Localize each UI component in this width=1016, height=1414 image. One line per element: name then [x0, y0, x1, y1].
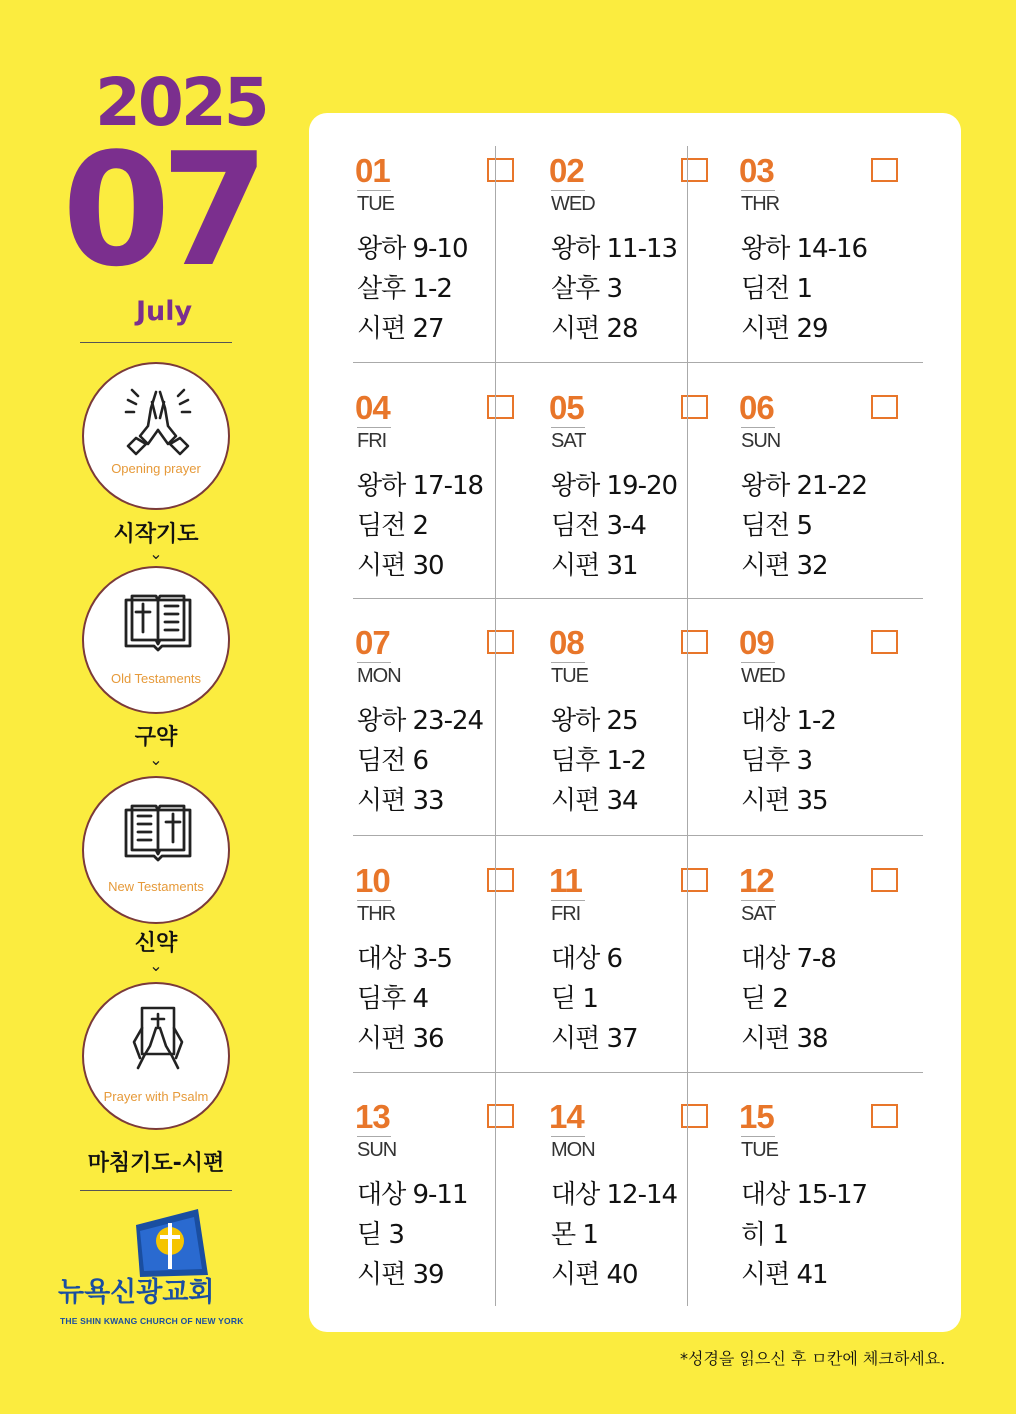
reading-line: 딤후 4: [357, 984, 429, 1014]
month-name: July: [136, 296, 193, 327]
day-number: 06: [739, 389, 774, 426]
row-divider: [353, 598, 923, 599]
day-of-week: MON: [357, 665, 401, 687]
day-of-week: THR: [741, 193, 780, 215]
day-underline: [741, 1136, 775, 1137]
open-bible-cross-left-icon: [118, 582, 198, 662]
day-cell: [349, 618, 539, 853]
step-korean-label: 신약: [134, 931, 178, 956]
reading-line: 시편 34: [551, 786, 638, 816]
reading-line: 왕하 19-20: [551, 471, 678, 501]
day-cell: [733, 1092, 923, 1327]
read-checkbox[interactable]: [487, 395, 514, 419]
step-korean-label: 시작기도: [113, 522, 199, 547]
chevron-down-icon: ⌄: [149, 750, 163, 769]
day-of-week: SAT: [741, 903, 776, 925]
read-checkbox[interactable]: [871, 158, 898, 182]
day-cell: [349, 383, 539, 618]
day-cell: [543, 856, 733, 1091]
reading-line: 왕하 23-24: [357, 706, 484, 736]
step-korean-label: 구약: [134, 725, 178, 750]
reading-line: 시편 37: [551, 1024, 638, 1054]
column-divider: [687, 146, 688, 1306]
day-of-week: SAT: [551, 430, 586, 452]
church-english-name: THE SHIN KWANG CHURCH OF NEW YORK: [60, 1316, 244, 1326]
day-underline: [551, 190, 585, 191]
day-of-week: SUN: [741, 430, 781, 452]
day-cell: [543, 1092, 733, 1327]
reading-line: 딤전 1: [741, 274, 813, 304]
calendar-panel: [309, 113, 961, 1332]
day-number: 08: [549, 624, 584, 661]
praying-with-book-icon: [118, 998, 198, 1078]
column-divider: [495, 146, 496, 1306]
day-cell: [543, 146, 733, 381]
reading-line: 시편 28: [551, 314, 638, 344]
reading-line: 딤전 6: [357, 746, 429, 776]
reading-line: 대상 15-17: [741, 1180, 868, 1210]
praying-hands-icon: [118, 378, 198, 458]
day-of-week: FRI: [551, 903, 581, 925]
day-cell: [733, 383, 923, 618]
prayer-psalm-badge: [82, 982, 230, 1130]
day-of-week: TUE: [551, 665, 588, 687]
reading-line: 시편 35: [741, 786, 828, 816]
church-logo-icon: [58, 1205, 272, 1330]
reading-line: 왕하 9-10: [357, 234, 468, 264]
day-cell: [349, 146, 539, 381]
reading-line: 왕하 21-22: [741, 471, 868, 501]
day-underline: [741, 900, 775, 901]
day-underline: [551, 900, 585, 901]
step-korean-label: 마침기도-시편: [87, 1151, 225, 1176]
day-of-week: THR: [357, 903, 396, 925]
day-number: 13: [355, 1098, 390, 1135]
day-cell: [543, 618, 733, 853]
read-checkbox[interactable]: [681, 158, 708, 182]
step-english-label: New Testaments: [108, 879, 204, 894]
read-checkbox[interactable]: [487, 868, 514, 892]
read-checkbox[interactable]: [871, 395, 898, 419]
reading-line: 딤전 3-4: [551, 511, 646, 541]
day-underline: [551, 427, 585, 428]
day-underline: [551, 1136, 585, 1137]
reading-line: 대상 12-14: [551, 1180, 678, 1210]
row-divider: [353, 362, 923, 363]
day-number: 11: [549, 862, 582, 899]
new-testament-badge: [82, 776, 230, 924]
read-checkbox[interactable]: [871, 868, 898, 892]
reading-line: 대상 7-8: [741, 944, 836, 974]
divider: [80, 1190, 232, 1191]
read-checkbox[interactable]: [681, 1104, 708, 1128]
year-label: 2025: [95, 64, 267, 141]
day-of-week: FRI: [357, 430, 387, 452]
row-divider: [353, 1072, 923, 1073]
month-number: 07: [62, 119, 260, 301]
day-number: 07: [355, 624, 390, 661]
day-underline: [741, 662, 775, 663]
reading-line: 시편 31: [551, 551, 638, 581]
day-of-week: WED: [741, 665, 785, 687]
reading-line: 왕하 11-13: [551, 234, 678, 264]
step-english-label: Prayer with Psalm: [103, 1089, 209, 1104]
read-checkbox[interactable]: [871, 630, 898, 654]
day-number: 12: [739, 862, 774, 899]
read-checkbox[interactable]: [681, 395, 708, 419]
reading-line: 시편 38: [741, 1024, 828, 1054]
day-underline: [551, 662, 585, 663]
day-cell: [733, 856, 923, 1091]
day-underline: [357, 190, 391, 191]
reading-line: 왕하 14-16: [741, 234, 868, 264]
footnote: *성경을 읽으신 후 ㅁ칸에 체크하세요.: [680, 1349, 946, 1368]
day-cell: [349, 1092, 539, 1327]
read-checkbox[interactable]: [681, 630, 708, 654]
day-number: 05: [549, 389, 584, 426]
reading-line: 시편 27: [357, 314, 444, 344]
read-checkbox[interactable]: [487, 630, 514, 654]
day-cell: [349, 856, 539, 1091]
reading-line: 대상 9-11: [357, 1180, 468, 1210]
day-underline: [357, 662, 391, 663]
reading-line: 왕하 17-18: [357, 471, 484, 501]
read-checkbox[interactable]: [681, 868, 708, 892]
day-of-week: WED: [551, 193, 595, 215]
reading-line: 히 1: [741, 1220, 788, 1250]
reading-line: 시편 29: [741, 314, 828, 344]
reading-line: 시편 32: [741, 551, 828, 581]
day-of-week: TUE: [357, 193, 394, 215]
read-checkbox[interactable]: [871, 1104, 898, 1128]
step-english-label: Old Testaments: [110, 671, 202, 686]
reading-line: 시편 36: [357, 1024, 444, 1054]
day-underline: [357, 900, 391, 901]
chevron-down-icon: ⌄: [149, 544, 163, 563]
day-underline: [741, 427, 775, 428]
divider: [80, 342, 232, 343]
reading-line: 몬 1: [551, 1220, 598, 1250]
day-number: 15: [739, 1098, 774, 1135]
day-cell: [543, 383, 733, 618]
day-underline: [357, 1136, 391, 1137]
reading-line: 대상 3-5: [357, 944, 452, 974]
open-bible-cross-right-icon: [118, 792, 198, 872]
reading-line: 딤후 1-2: [551, 746, 646, 776]
read-checkbox[interactable]: [487, 158, 514, 182]
day-number: 10: [355, 862, 390, 899]
reading-line: 시편 41: [741, 1260, 828, 1290]
reading-line: 시편 40: [551, 1260, 638, 1290]
day-number: 02: [549, 152, 584, 189]
day-of-week: MON: [551, 1139, 595, 1161]
day-number: 01: [355, 152, 390, 189]
day-underline: [357, 427, 391, 428]
reading-line: 딛 1: [551, 984, 598, 1014]
chevron-down-icon: ⌄: [149, 956, 163, 975]
day-of-week: SUN: [357, 1139, 397, 1161]
reading-line: 왕하 25: [551, 706, 638, 736]
church-name: 뉴욕신광교회: [58, 1277, 215, 1308]
day-number: 14: [549, 1098, 584, 1135]
reading-line: 시편 30: [357, 551, 444, 581]
reading-line: 시편 39: [357, 1260, 444, 1290]
opening-prayer-badge: [82, 362, 230, 510]
reading-line: 딛 2: [741, 984, 788, 1014]
day-cell: [733, 618, 923, 853]
step-english-label: Opening prayer: [111, 461, 201, 476]
day-of-week: TUE: [741, 1139, 778, 1161]
day-cell: [733, 146, 923, 381]
read-checkbox[interactable]: [487, 1104, 514, 1128]
reading-line: 딛 3: [357, 1220, 404, 1250]
day-number: 09: [739, 624, 774, 661]
day-number: 04: [355, 389, 390, 426]
reading-line: 살후 1-2: [357, 274, 452, 304]
reading-line: 살후 3: [551, 274, 623, 304]
day-underline: [741, 190, 775, 191]
reading-line: 딤전 2: [357, 511, 429, 541]
reading-line: 딤후 3: [741, 746, 813, 776]
day-number: 03: [739, 152, 774, 189]
row-divider: [353, 835, 923, 836]
reading-line: 딤전 5: [741, 511, 813, 541]
reading-line: 대상 6: [551, 944, 623, 974]
reading-line: 대상 1-2: [741, 706, 836, 736]
reading-line: 시편 33: [357, 786, 444, 816]
old-testament-badge: [82, 566, 230, 714]
